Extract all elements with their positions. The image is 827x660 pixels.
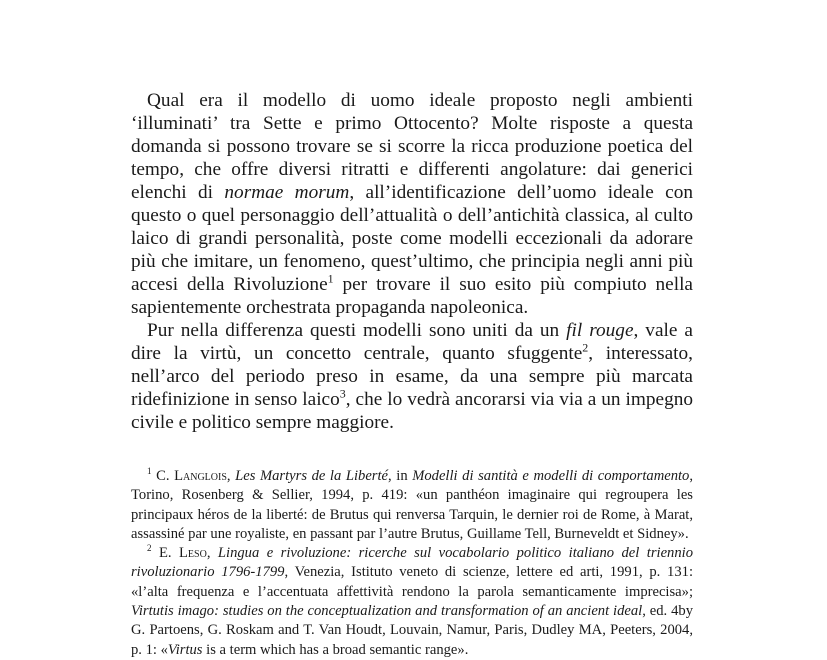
footnote-ref-1[interactable]: 1 — [327, 271, 334, 286]
footnotes — [131, 467, 693, 660]
footnote-ref-2[interactable]: 2 — [582, 340, 589, 355]
footnote-1: $^1$ C. Langlois, Les Martyrs de la Liberté, in Modelli di santità e modelli di comportamento, Torino, Rosenberg & Sellier, 1994, p. 419: «un panthéon imaginaire qui regroupera les principaux héros de la liberté: de Brutus qui renversa Tarquin, le dernier roi de Rome, à Marat, assassiné par une royaliste, en passant par l’autre Brutus, Guillame Tell, Burneveldt et Sidney». — [131, 466, 694, 542]
paragraph-1: Qual era il modello di uomo ideale proposto negli ambienti ‘illuminati’ tra Sette e primo Ottocento? Molte risposte a questa domanda si possono trovare se si scorre la ricca produzione poetica del tempo, che offre diversi ritratti e differenti angolature: dai generici elenchi di normae morum, all’identificazione dell’uomo ideale con questo o quel personaggio dell’attualità o dell’antichità classica, al culto laico di grandi personalità, poste come modelli eccezionali da adorare più che imitare, un fenomeno, quest’ultimo, che principia negli anni più accesi della Rivoluzione$^1$ per trovare il suo esito più compiuto nella sapientemente orchestrata propaganda napoleonica. — [131, 90, 693, 318]
paragraph-2: Pur nella differenza questi modelli sono uniti da un fil rouge, vale a dire la virtù, un concetto centrale, quanto sfuggente$^2$, interessato, nell’arco del periodo preso in esame, da una sempre più marcata ridefinizione in senso laico$^3$, che lo vedrà ancorarsi via via a un impegno civile e politico sempre maggiore. — [131, 320, 693, 433]
main-text — [131, 89, 693, 434]
footnote-ref-3[interactable]: 3 — [339, 386, 346, 401]
footnote-2: $^2$ E. Leso, Lingua e rivoluzione: ricerche sul vocabolario politico italiano del triennio rivoluzionario 1796-1799, Venezia, Istituto veneto di scienze, lettere ed arti, 1991, p. 131: «l’alta frequenza e l’accentuata affettività rendono la parola semanticamente imprecisa»; Virtutis imago: studies on the conceptualization and transformation of an ancient ideal, ed. 4by G. Partoens, G. Roskam and T. Van Houdt, Louvain, Namur, Paris, Dudley MA, Peeters, 2004, p. 1: «Virtus is a term which has a broad semantic range». — [131, 543, 693, 658]
